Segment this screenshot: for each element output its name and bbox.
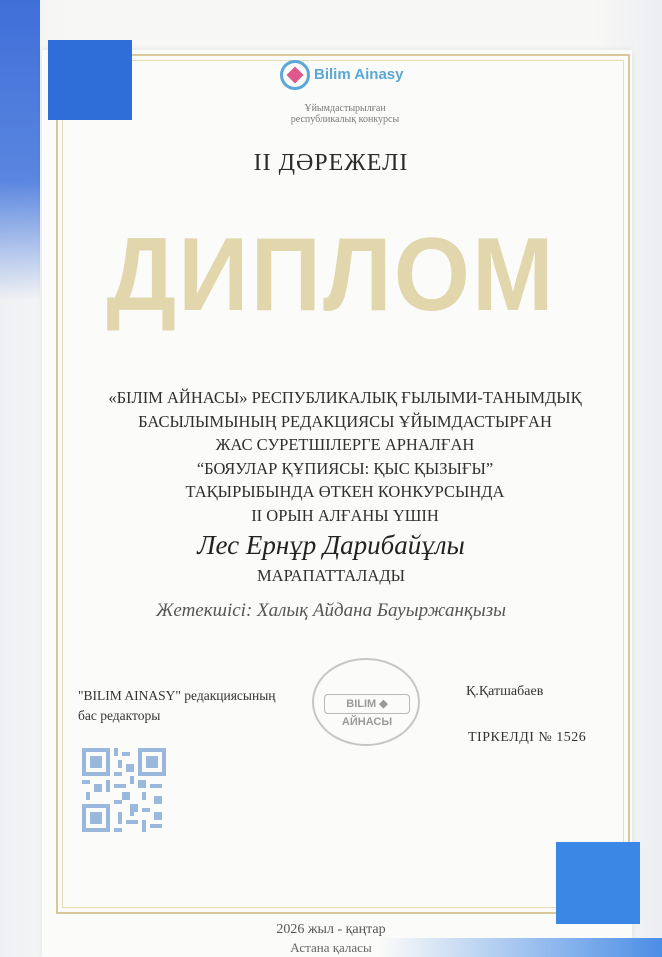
- qr-code-icon: [82, 748, 166, 832]
- recipient-name: Лес Ернұр Дарибайұлы: [197, 530, 465, 560]
- award-line-1: «БІЛІМ АЙНАСЫ» РЕСПУБЛИКАЛЫҚ ҒЫЛЫМИ-ТАНЫМДЫҚ: [108, 388, 582, 407]
- award-line-4: “БОЯУЛАР ҚҰПИЯСЫ: ҚЫС ҚЫЗЫҒЫ”: [196, 458, 494, 478]
- logo-subtitle-line2: республикалық конкурсы: [290, 114, 400, 125]
- teacher-name: Жетекшісі: Халық Айдана Бауыржанқызы: [156, 600, 506, 621]
- footer-date: 2026 жыл - қаңтар: [276, 922, 386, 937]
- diploma-degree: II ДӘРЕЖЕЛІ: [253, 150, 409, 176]
- diploma-title: ДИПЛОМ: [106, 215, 556, 333]
- editor-label-line1: "BILIM AINASY" редакциясының: [78, 688, 276, 703]
- logo-name: Bilim Ainasy: [314, 66, 404, 83]
- logo-subtitle-line1: Ұйымдастырылған: [304, 103, 386, 114]
- editor-label: [78, 686, 338, 726]
- editor-label-line2: бас редакторы: [78, 708, 161, 723]
- stamp-text: BILIM ◆ АЙНАСЫ: [324, 694, 410, 714]
- registration-number: ТІРКЕЛДІ № 1526: [468, 730, 587, 745]
- bilim-ainasy-logo: [270, 58, 420, 98]
- logo-subtitle: [200, 103, 490, 125]
- award-description: [70, 386, 620, 527]
- awarded-text: МАРАПАТТАЛАДЫ: [257, 566, 405, 585]
- award-line-5: ТАҚЫРЫБЫНДА ӨТКЕН КОНКУРСЫНДА: [185, 482, 505, 501]
- blue-corner-square-bottom-right: [556, 842, 640, 924]
- logo-mark-icon: [280, 60, 310, 90]
- blue-corner-square-top-left: [48, 40, 132, 120]
- official-stamp: [312, 658, 420, 746]
- signer-name: Қ.Қатшабаев: [466, 684, 544, 699]
- award-line-3: ЖАС СУРЕТШІЛЕРГЕ АРНАЛҒАН: [215, 435, 475, 454]
- award-line-6: II ОРЫН АЛҒАНЫ ҮШІН: [251, 505, 439, 525]
- footer-city: Астана қаласы: [290, 940, 372, 955]
- award-line-2: БАСЫЛЫМЫНЫҢ РЕДАКЦИЯСЫ ҰЙЫМДАСТЫРҒАН: [138, 411, 552, 431]
